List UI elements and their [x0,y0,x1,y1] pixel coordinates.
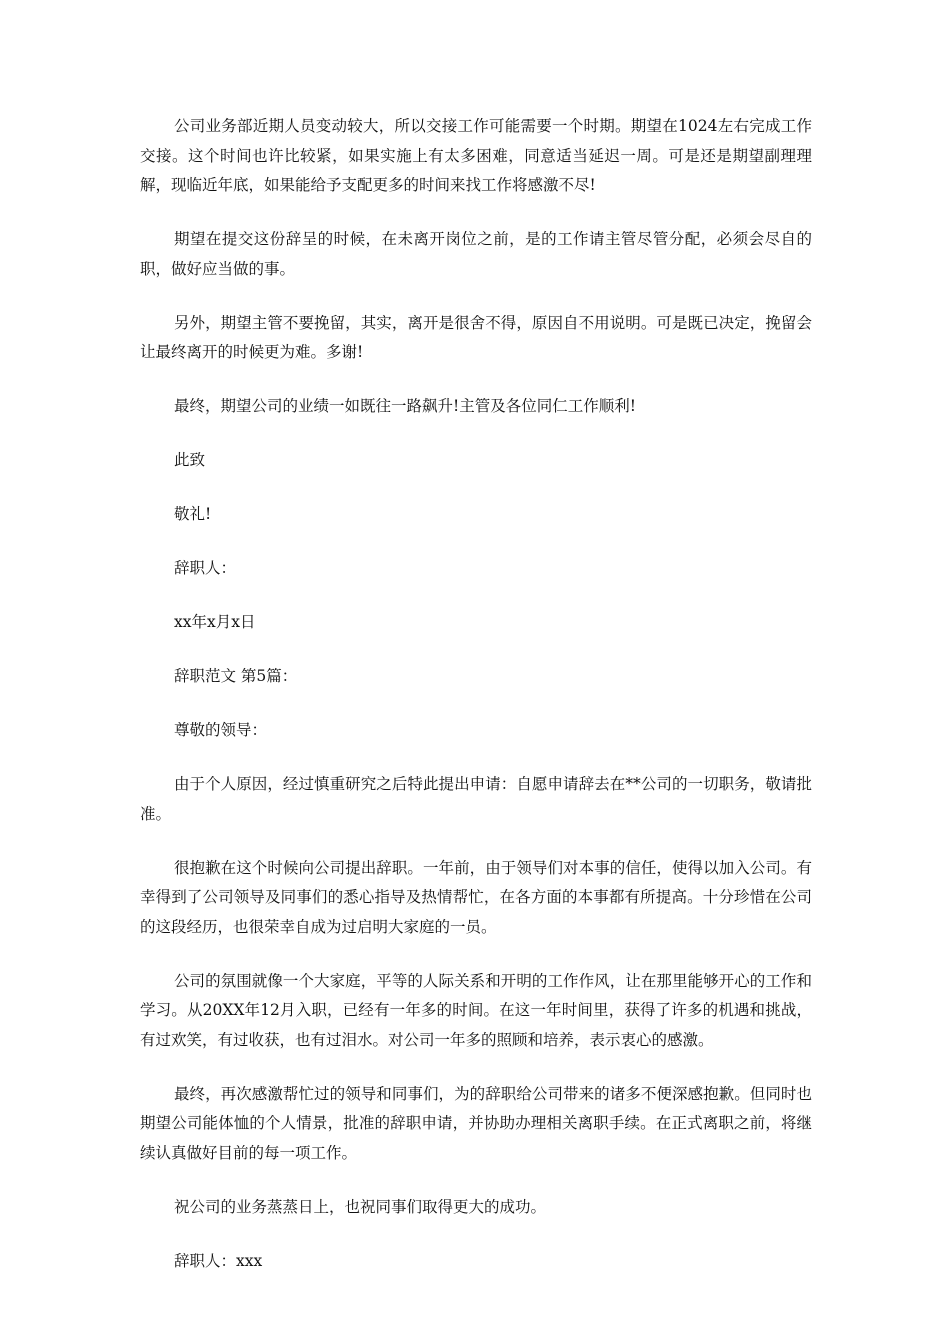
document-page [140,112,812,1301]
paragraph-no-retain: 另外，期望主管不要挽留，其实，离开是很舍不得，原因自不用说明。可是既已决定，挽留会让最终离开的时候更为难。多谢! [140,313,812,361]
salutation: 尊敬的领导： [174,721,268,739]
signature-date: xx年x月x日 [174,613,256,631]
paragraph-request: 由于个人原因，经过慎重研究之后特此提出申请：自愿申请辞去在**公司的一切职务，敬请批准。 [140,775,812,823]
signature-label: 辞职人： [174,559,237,577]
paragraph-apology: 很抱歉在这个时候向公司提出辞职。一年前，由于领导们对本事的信任，使得以加入公司。有幸得到了公司领导及同事们的悉心指导及热情帮忙，在各方面的本事都有所提高。十分珍惜在公司的这段经历，也很荣幸自成为过启明大家庭的一员。 [140,858,812,936]
paragraph-gratitude: 最终，再次感激帮忙过的领导和同事们，为的辞职给公司带来的诸多不便深感抱歉。但同时也期望公司能体恤的个人情景，批准的辞职申请，并协助办理相关离职手续。在正式离职之前，将继续认真做好目前的每一项工作。 [140,1084,812,1162]
paragraph-blessing: 祝公司的业务蒸蒸日上，也祝同事们取得更大的成功。 [174,1197,547,1216]
paragraph-atmosphere: 公司的氛围就像一个大家庭，平等的人际关系和开明的工作作风，让在那里能够开心的工作和学习。从20XX年12月入职，已经有一年多的时间。在这一年时间里，获得了许多的机遇和挑战，有过欢笑，有过收获，也有过泪水。对公司一年多的照顾和培养，表示衷心的感激。 [140,971,812,1049]
paragraph-wishes: 最终，期望公司的业绩一如既往一路飙升!主管及各位同仁工作顺利! [174,397,636,415]
paragraph-handover: 公司业务部近期人员变动较大，所以交接工作可能需要一个时期。期望在1024左右完成工作交接。这个时间也许比较紧，如果实施上有太多困难，同意适当延迟一周。可是还是期望副理理解，现临近年底，如果能给予支配更多的时间来找工作将感激不尽! [140,117,812,194]
paragraph-duty: 期望在提交这份辞呈的时候，在未离开岗位之前，是的工作请主管尽管分配，必须会尽自的职，做好应当做的事。 [140,230,812,278]
closing-cizhi: 此致 [174,451,206,469]
section-heading: 辞职范文 第5篇： [174,667,298,685]
closing-jingli: 敬礼! [174,505,212,523]
signature-name: 辞职人：xxx [174,1251,263,1270]
